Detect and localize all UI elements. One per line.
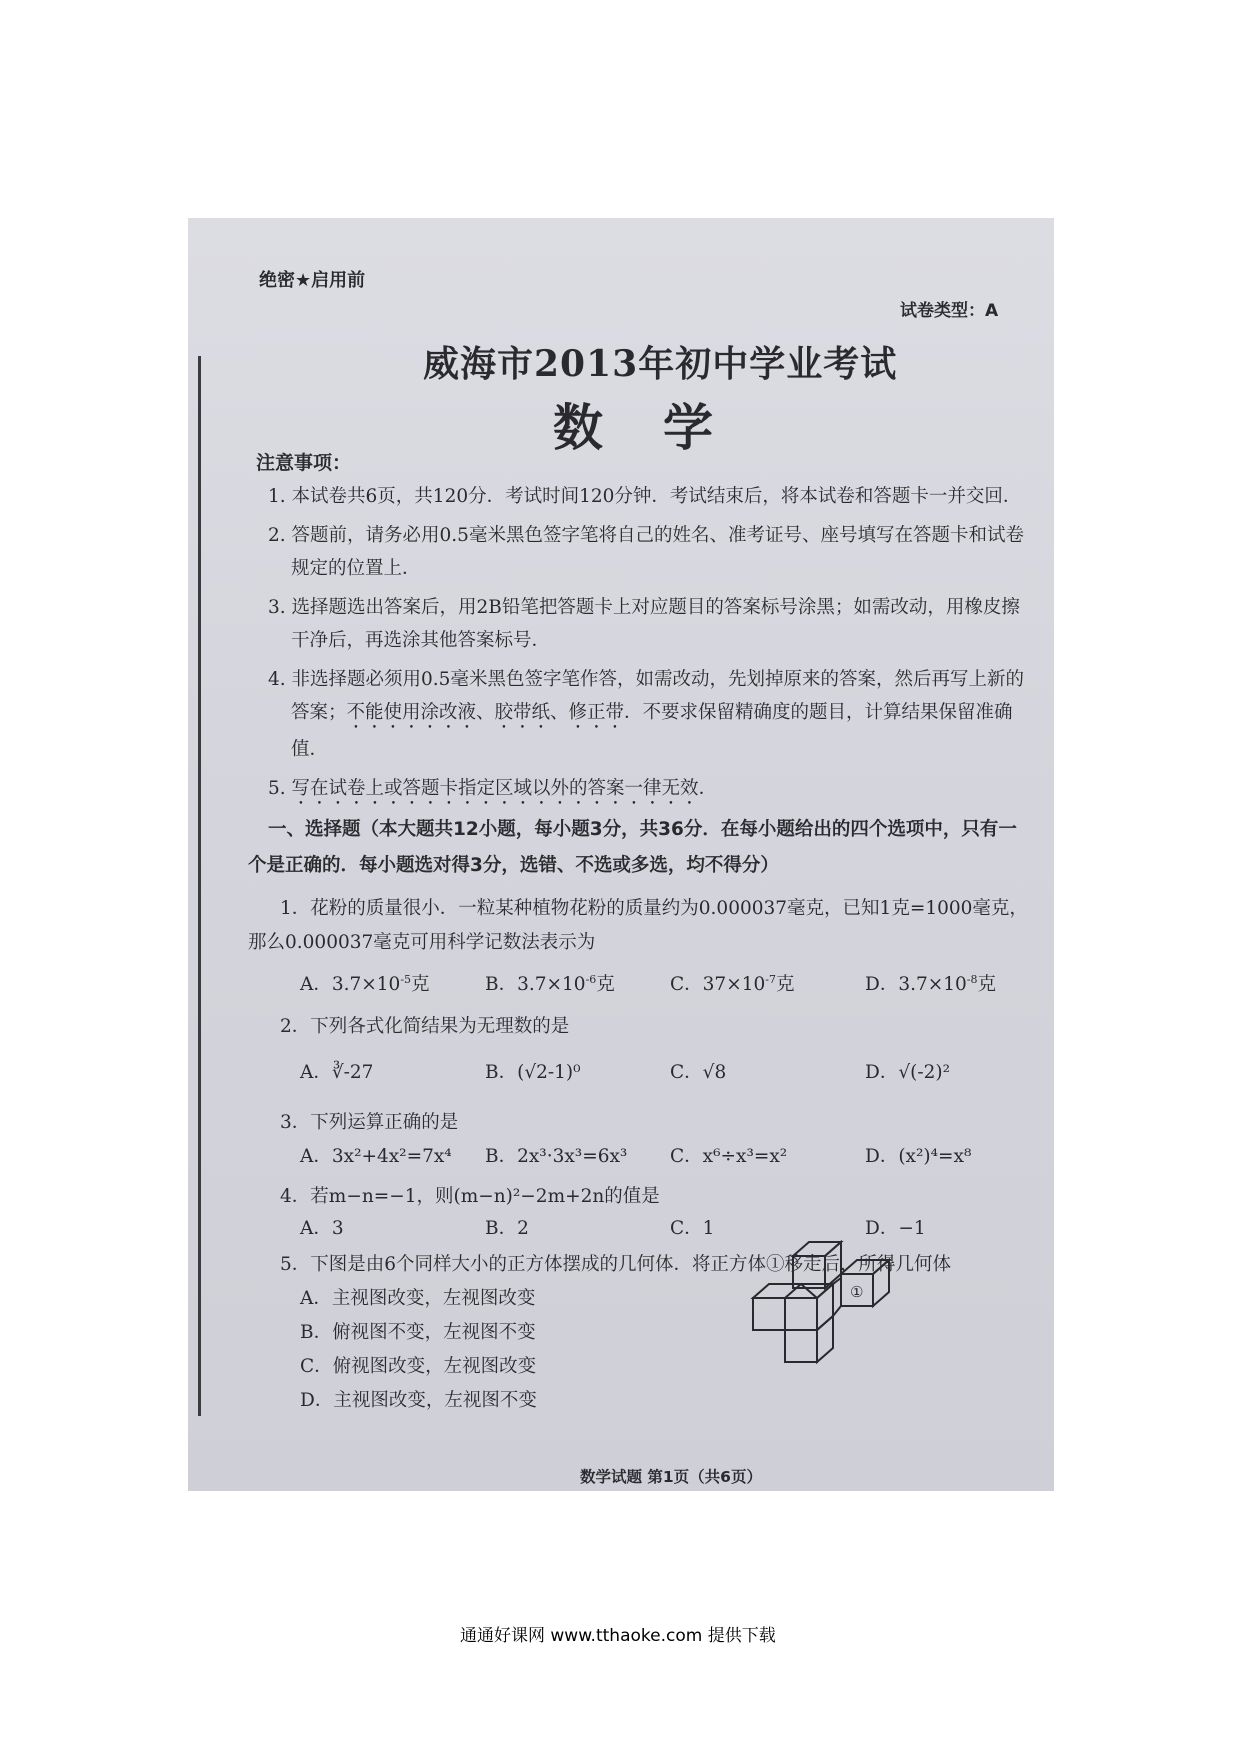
page-footer: 数学试题 第1页（共6页） [580,1468,762,1486]
q5-option-b: B．俯视图不变，左视图不变 [300,1322,536,1343]
subject-title: 数学 [553,398,773,457]
download-credit: 通通好课网 www.tthaoke.com 提供下载 [460,1626,776,1646]
cube-bottom-front [785,1330,817,1362]
notice-item-4-emphasis: 不能使用涂改液、胶带纸、修正带 [346,702,625,723]
q1-option-b: B．$3.7\times 10^{-6}$克 [485,972,615,995]
q3-option-a: A．3x²+4x²=7x⁴ [300,1146,452,1167]
cube-left-front [753,1298,785,1330]
confidential-label: 绝密★启用前 [259,270,366,291]
question-5-stem: 5．下图是由6个同样大小的正方体摆成的几何体．将正方体①移走后，所得几何体 [280,1254,952,1275]
notice-item-2: 2. 答题前，请务必用0.5毫米黑色签字笔将自己的姓名、准考证号、座号填写在答题卡和试卷规定的位置上． [268,525,1024,579]
q2-option-d: D．√(-2)² [865,1062,950,1083]
question-5-options [300,1282,537,1418]
question-2-stem: 2．下列各式化简结果为无理数的是 [280,1016,570,1037]
question-1-options [300,970,1030,1004]
q2-option-b: B．(√2-1)⁰ [485,1062,581,1083]
q1-option-c: C．$37\times 10^{-7}$克 [670,972,795,995]
cube-figure [743,1218,943,1368]
notice-item-1: 1. 本试卷共6页，共120分．考试时间120分钟．考试结束后，将本试卷和答题卡一并交回． [268,486,1022,507]
binding-margin-line [198,356,201,1416]
q2-option-c: C．√8 [670,1062,727,1083]
q3-option-c: C．x⁶÷x³=x² [670,1146,788,1167]
q1-option-d: D．$3.7\times 10^{-8}$克 [865,972,997,995]
cube-middle-side [817,1284,833,1330]
q1-option-a: A．$3.7\times 10^{-5}$克 [300,972,430,995]
question-3-options [300,1142,1030,1176]
cube-1-label: ① [850,1283,864,1301]
q3-option-b: B．2x³·3x³=6x³ [485,1146,628,1167]
notice-item-3: 3. 选择题选出答案后，用2B铅笔把答题卡上对应题目的答案标号涂黑；如需改动，用橡皮擦干净后，再选涂其他答案标号． [268,597,1020,651]
notice-item-4-text: 4. 非选择题必须用0.5毫米黑色签字笔作答，如需改动，先划掉原来的答案，然后再写上新的答案； [268,669,1024,723]
q4-option-a: A．3 [300,1218,344,1239]
notice-item-4-tail: ．不要求保留精确度的题目，计算结果保留准确值． [291,702,1013,760]
q4-option-d: D．−1 [865,1218,926,1239]
question-4-stem: 4．若m−n=−1，则(m−n)²−2m+2n的值是 [280,1186,660,1207]
q3-option-d: D．(x²)⁴=x⁸ [865,1146,972,1167]
notice-heading: 注意事项： [256,452,352,474]
notice-item-5 [268,772,1028,809]
notice-list [268,480,1028,815]
cube-top-side [825,1242,841,1288]
notice-item-4 [268,663,1028,766]
cube-back-side [833,1278,841,1316]
cube-middle-front [785,1298,817,1330]
notice-item-5-emphasis: 写在试卷上或答题卡指定区域以外的答案一律无效 [291,778,699,799]
q4-option-c: C．1 [670,1218,715,1239]
cube-1-side [873,1260,889,1306]
q2-option-a: A．∛-27 [300,1062,374,1083]
question-1-stem: 1．花粉的质量很小．一粒某种植物花粉的质量约为0.000037毫克，已知1克=1000毫克，那么0.000037毫克可用科学记数法表示为 [248,898,1028,953]
question-3-stem: 3．下列运算正确的是 [280,1112,459,1133]
q4-option-b: B．2 [485,1218,529,1239]
q5-option-d: D．主视图改变，左视图不变 [300,1390,537,1411]
question-2-options [300,1058,1030,1092]
section-1-heading: 一、选择题（本大题共12小题，每小题3分，共36分．在每小题给出的四个选项中，只有一个是正确的．每小题选对得3分，选错、不选或多选，均不得分） [248,819,1017,876]
exam-paper [188,218,1054,1491]
q5-option-a: A．主视图改变，左视图改变 [300,1288,536,1309]
notice-item-5-tail: ． [698,778,718,799]
notice-item-5-num: 5. [268,778,292,799]
q5-option-c: C．俯视图改变，左视图改变 [300,1356,537,1377]
paper-type-label: 试卷类型：A [900,301,999,321]
exam-title: 威海市2013年初中学业考试 [423,343,898,385]
